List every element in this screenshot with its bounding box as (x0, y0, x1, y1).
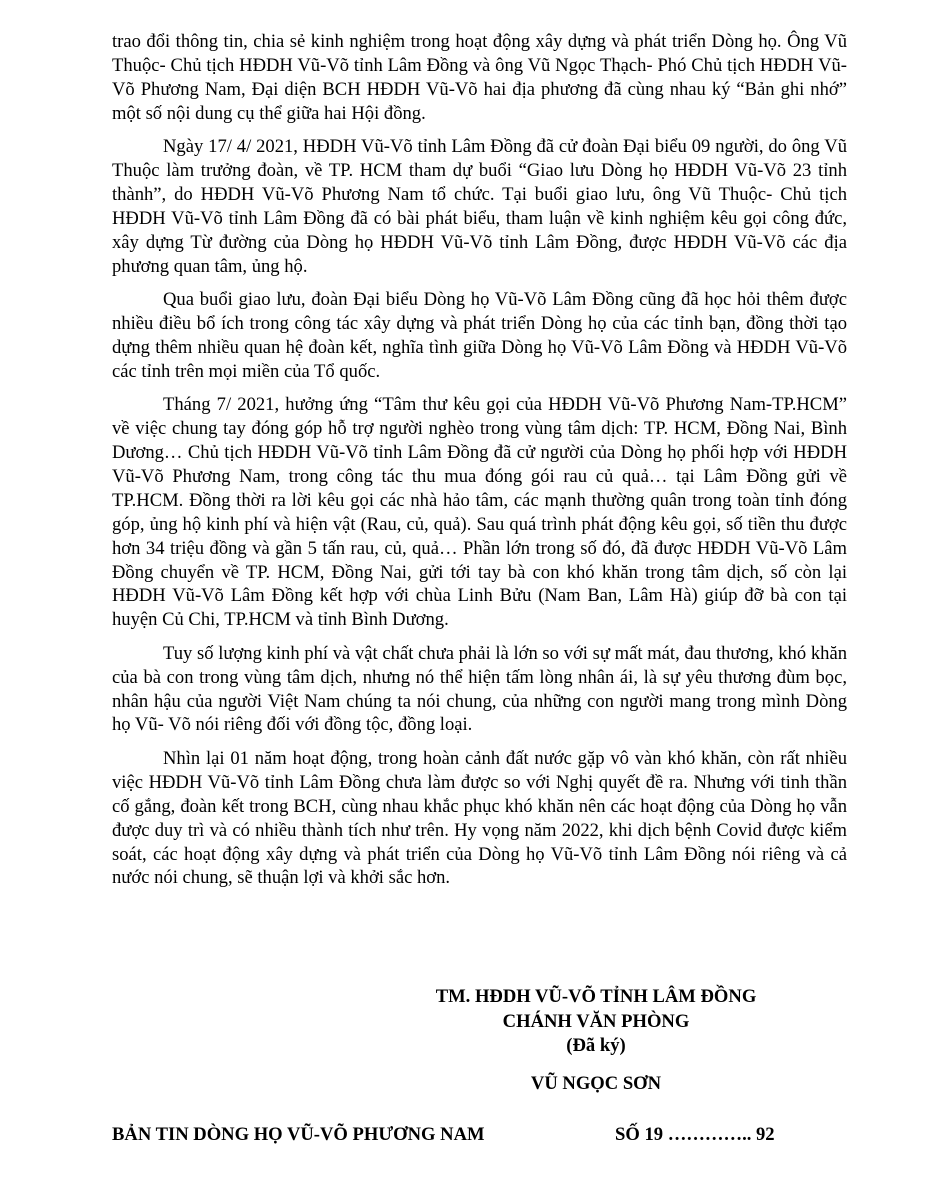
paragraph-continued: trao đổi thông tin, chia sẻ kinh nghiệm trong hoạt động xây dựng và phát triển Dòng họ. Ông Vũ Thuộc- Chủ tịch HĐDH Vũ-Võ tỉnh Lâm Đồng và ông Vũ Ngọc Thạch- Phó Chủ tịch HĐDH Vũ-Võ Phương Nam, Đại diện BCH HĐDH Vũ-Võ hai địa phương đã cùng nhau ký “Bản ghi nhớ” một số nội dung cụ thể giữa hai Hội đồng. (112, 31, 847, 124)
paragraph-covid-support: Tháng 7/ 2021, hưởng ứng “Tâm thư kêu gọi của HĐDH Vũ-Võ Phương Nam-TP.HCM” về việc chung tay đóng góp hỗ trợ người nghèo trong vùng tâm dịch: TP. HCM, Đồng Nai, Bình Dương… Chủ tịch HĐDH Vũ-Võ tỉnh Lâm Đồng đã cử người của Dòng họ phối hợp với HĐDH Vũ-Võ Phương Nam, trong công tác thu mua đóng gói rau củ quả… tại Lâm Đồng gửi về TP.HCM. Đồng thời ra lời kêu gọi các nhà hảo tâm, các mạnh thường quân trong toàn tỉnh đóng góp, ủng hộ kinh phí và hiện vật (Rau, củ, quả). Sau quá trình phát động kêu gọi, số tiền thu được hơn 34 triệu đồng và gần 5 tấn rau, củ, quả… Phần lớn trong số đó, đã được HĐDH Vũ-Võ Lâm Đồng chuyển về TP. HCM, Đồng Nai, gửi tới tay bà con khó khăn trong tâm dịch, số còn lại HĐDH Vũ-Võ Lâm Đồng kết hợp với chùa Linh Bửu (Nam Ban, Lâm Hà) giúp đỡ bà con tại huyện Củ Chi, TP.HCM và tỉnh Bình Dương. (112, 394, 847, 631)
signature-role: CHÁNH VĂN PHÒNG (502, 1010, 690, 1032)
signature-status: (Đã ký) (566, 1035, 626, 1056)
signature-name: VŨ NGỌC SƠN (530, 1072, 662, 1094)
paragraph-compassion: Tuy số lượng kinh phí và vật chất chưa phải là lớn so với sự mất mát, đau thương, khó khăn của bà con trong vùng tâm dịch, nhưng nó thể hiện tấm lòng nhân ái, là sự yêu thương đùm bọc, nhân hậu của người Việt Nam chúng ta nói chung, của những con người mang trong mình Dòng họ Vũ- Võ nói riêng đối với đồng tộc, đồng loại. (112, 642, 847, 736)
paragraph-exchange: Qua buổi giao lưu, đoàn Đại biểu Dòng họ Vũ-Võ Lâm Đồng cũng đã học hỏi thêm được nhiều điều bổ ích trong công tác xây dựng và phát triển Dòng họ của các tỉnh bạn, đồng thời tạo dựng thêm nhiều quan hệ đoàn kết, nghĩa tình giữa Dòng họ Vũ-Võ Lâm Đồng và HĐDH Vũ-Võ các tỉnh trên mọi miền của Tổ quốc. (112, 289, 847, 382)
paragraph-review: Nhìn lại 01 năm hoạt động, trong hoàn cảnh đất nước gặp vô vàn khó khăn, còn rất nhiều việc HĐDH Vũ-Võ tỉnh Lâm Đồng chưa làm được so với Nghị quyết đề ra. Nhưng với tinh thần cố gắng, đoàn kết trong BCH, cùng nhau khắc phục khó khăn nên các hoạt động của Dòng họ vẫn được duy trì và có nhiều thành tích như trên. Hy vọng năm 2022, khi dịch bệnh Covid được kiểm soát, các hoạt động xây dựng và phát triển của Dòng họ Vũ-Võ tỉnh Lâm Đồng nói riêng và cả nước nói chung, sẽ thuận lợi và khởi sắc hơn. (112, 747, 847, 889)
paragraph-delegation: Ngày 17/ 4/ 2021, HĐDH Vũ-Võ tỉnh Lâm Đồng đã cử đoàn Đại biểu 09 người, do ông Vũ Thuộc làm trưởng đoàn, về TP. HCM tham dự buổi “Giao lưu Dòng họ HĐDH Vũ-Võ 23 tỉnh thành”, do HĐDH Vũ-Võ Phương Nam tổ chức. Tại buổi giao lưu, ông Vũ Thuộc- Chủ tịch HĐDH Vũ-Võ tỉnh Lâm Đồng đã có bài phát biểu, tham luận về kinh nghiệm kêu gọi công đức, xây dựng Từ đường của Dòng họ HĐDH Vũ-Võ tỉnh Lâm Đồng, được HĐDH Vũ-Võ các địa phương quan tâm, ủng hộ. (112, 136, 847, 277)
footer-issue-page: SỐ 19 ………….. 92 (615, 1124, 775, 1145)
footer-publication: BẢN TIN DÒNG HỌ VŨ-VÕ PHƯƠNG NAM (112, 1124, 485, 1145)
page-footer (112, 1123, 812, 1147)
signature-block (396, 985, 796, 1096)
document-body (112, 30, 847, 890)
signature-org: TM. HĐDH VŨ-VÕ TỈNH LÂM ĐỒNG (435, 986, 757, 1007)
